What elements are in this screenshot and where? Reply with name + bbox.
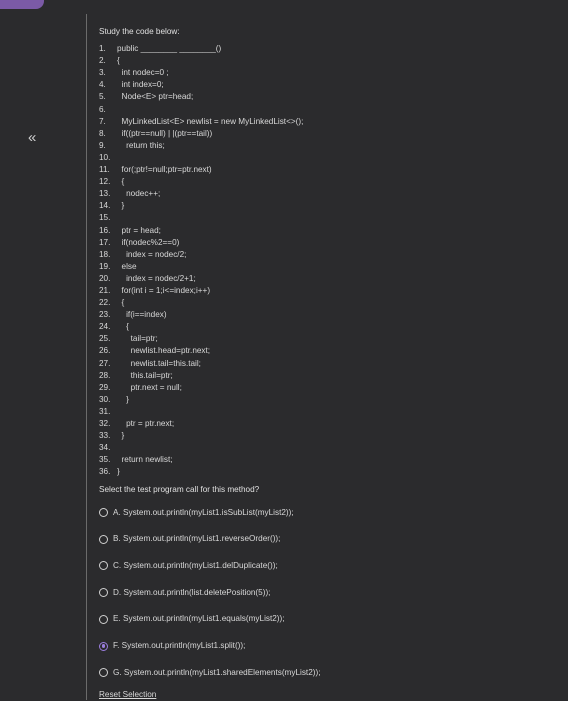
code-text: { — [117, 56, 120, 66]
code-line — [99, 140, 539, 152]
collapse-sidebar-button[interactable] — [28, 130, 36, 145]
line-number: 30. — [99, 394, 111, 404]
code-text: nodec++; — [117, 189, 161, 199]
code-line — [99, 442, 539, 454]
line-number: 14. — [99, 201, 111, 211]
code-text: for(int i = 1;i<=index;i++) — [117, 285, 211, 295]
line-number: 9. — [99, 140, 106, 150]
code-text: { — [117, 322, 129, 332]
answer-option[interactable] — [99, 503, 539, 523]
code-line — [99, 430, 539, 442]
code-text: for(;ptr!=null;ptr=ptr.next) — [117, 165, 212, 175]
code-text — [117, 152, 539, 164]
option-label: E. System.out.println(myList1.equals(myList2)); — [113, 614, 285, 624]
radio-button[interactable] — [99, 508, 108, 517]
code-text: { — [117, 298, 125, 308]
line-number: 10. — [99, 152, 111, 162]
answer-option[interactable] — [99, 529, 539, 549]
code-line — [99, 164, 539, 176]
line-number: 31. — [99, 406, 111, 416]
line-number: 11. — [99, 165, 110, 175]
answer-option[interactable] — [99, 583, 539, 603]
code-line — [99, 225, 539, 237]
line-number: 35. — [99, 455, 111, 465]
line-number: 36. — [99, 467, 111, 477]
code-line — [99, 309, 539, 321]
code-line — [99, 249, 539, 261]
code-text: Node<E> ptr=head; — [117, 92, 194, 102]
top-tab[interactable] — [0, 0, 44, 9]
code-text: int nodec=0 ; — [117, 68, 169, 78]
code-line — [99, 418, 539, 430]
line-number: 26. — [99, 346, 111, 356]
line-number: 8. — [99, 128, 106, 138]
code-text: index = nodec/2; — [117, 249, 187, 259]
code-line — [99, 406, 539, 418]
code-text: if(i==index) — [117, 310, 167, 320]
code-line — [99, 152, 539, 164]
code-line — [99, 43, 539, 55]
radio-button[interactable] — [99, 668, 108, 677]
code-line — [99, 67, 539, 79]
line-number: 34. — [99, 443, 111, 453]
code-line — [99, 237, 539, 249]
line-number: 33. — [99, 431, 111, 441]
code-text: ptr = head; — [117, 225, 161, 235]
line-number: 6. — [99, 104, 106, 114]
code-block — [99, 43, 539, 478]
code-text: index = nodec/2+1; — [117, 273, 196, 283]
line-number: 3. — [99, 68, 106, 78]
line-number: 18. — [99, 249, 111, 259]
line-number: 5. — [99, 92, 106, 102]
code-text: if(nodec%2==0) — [117, 237, 180, 247]
code-line — [99, 321, 539, 333]
code-line — [99, 200, 539, 212]
code-line — [99, 358, 539, 370]
code-text: } — [117, 394, 129, 404]
code-line — [99, 261, 539, 273]
line-number: 1. — [99, 44, 106, 54]
code-text: tail=ptr; — [117, 334, 158, 344]
line-number: 25. — [99, 334, 111, 344]
line-number: 27. — [99, 358, 111, 368]
code-text: if((ptr==null) | |(ptr==tail)) — [117, 128, 213, 138]
code-line — [99, 394, 539, 406]
radio-button[interactable] — [99, 642, 108, 651]
code-line — [99, 466, 539, 478]
code-line — [99, 454, 539, 466]
code-text: newlist.tail=this.tail; — [117, 358, 201, 368]
line-number: 22. — [99, 298, 111, 308]
line-number: 13. — [99, 189, 111, 199]
code-text: public ________ ________() — [117, 44, 222, 54]
radio-button[interactable] — [99, 535, 108, 544]
code-text — [117, 442, 539, 454]
option-label: B. System.out.println(myList1.reverseOrder()); — [113, 534, 281, 544]
answer-options — [99, 503, 539, 683]
code-text: { — [117, 177, 125, 187]
line-number: 17. — [99, 237, 111, 247]
reset-selection-link[interactable]: Reset Selection — [99, 690, 157, 700]
question-text: Select the test program call for this method? — [99, 485, 260, 495]
code-text — [117, 212, 539, 224]
radio-button[interactable] — [99, 588, 108, 597]
line-number: 21. — [99, 285, 111, 295]
code-text: ptr.next = null; — [117, 382, 182, 392]
code-text: } — [117, 201, 125, 211]
line-number: 28. — [99, 370, 111, 380]
answer-option[interactable] — [99, 663, 539, 683]
code-line — [99, 370, 539, 382]
answer-option[interactable] — [99, 556, 539, 576]
line-number: 24. — [99, 322, 111, 332]
code-text: MyLinkedList<E> newlist = new MyLinkedList<>(); — [117, 116, 304, 126]
radio-button[interactable] — [99, 615, 108, 624]
code-text: this.tail=ptr; — [117, 370, 173, 380]
code-text: return this; — [117, 140, 165, 150]
answer-option[interactable] — [99, 636, 539, 656]
code-line — [99, 116, 539, 128]
double-chevron-left-icon: « — [28, 129, 37, 146]
code-line — [99, 55, 539, 67]
code-line — [99, 345, 539, 357]
line-number: 2. — [99, 56, 106, 66]
code-text: newlist.head=ptr.next; — [117, 346, 211, 356]
question-content — [99, 26, 539, 701]
line-number: 12. — [99, 177, 111, 187]
code-text: int index=0; — [117, 80, 164, 90]
code-text: } — [117, 467, 120, 477]
panel-divider — [86, 14, 87, 700]
code-line — [99, 188, 539, 200]
line-number: 20. — [99, 273, 111, 283]
line-number: 15. — [99, 213, 111, 223]
line-number: 16. — [99, 225, 111, 235]
line-number: 4. — [99, 80, 106, 90]
option-label: C. System.out.println(myList1.delDuplicate()); — [113, 560, 278, 570]
code-line — [99, 273, 539, 285]
line-number: 23. — [99, 310, 111, 320]
code-line — [99, 176, 539, 188]
code-line — [99, 212, 539, 224]
line-number: 32. — [99, 419, 111, 428]
option-label: D. System.out.println(list.deletePosition(5)); — [113, 587, 271, 597]
option-label: A. System.out.println(myList1.isSubList(myList2)); — [113, 507, 294, 517]
code-line — [99, 297, 539, 309]
code-text — [117, 104, 539, 116]
option-label: F. System.out.println(myList1.split()); — [113, 640, 246, 650]
answer-option[interactable] — [99, 609, 539, 629]
code-line — [99, 333, 539, 345]
code-text — [117, 406, 539, 418]
code-line — [99, 91, 539, 103]
code-line — [99, 128, 539, 140]
line-number: 29. — [99, 382, 111, 392]
code-text: else — [117, 261, 137, 271]
code-line — [99, 104, 539, 116]
code-text: ptr = ptr.next; — [117, 419, 175, 428]
radio-button[interactable] — [99, 561, 108, 570]
line-number: 19. — [99, 261, 111, 271]
option-label: G. System.out.println(myList1.sharedElements(myList2)); — [113, 667, 321, 677]
code-line — [99, 382, 539, 394]
question-prompt: Study the code below: — [99, 27, 180, 36]
code-line — [99, 285, 539, 297]
line-number: 7. — [99, 116, 106, 126]
code-text: return newlist; — [117, 455, 173, 465]
code-text: } — [117, 431, 125, 441]
code-line — [99, 79, 539, 91]
